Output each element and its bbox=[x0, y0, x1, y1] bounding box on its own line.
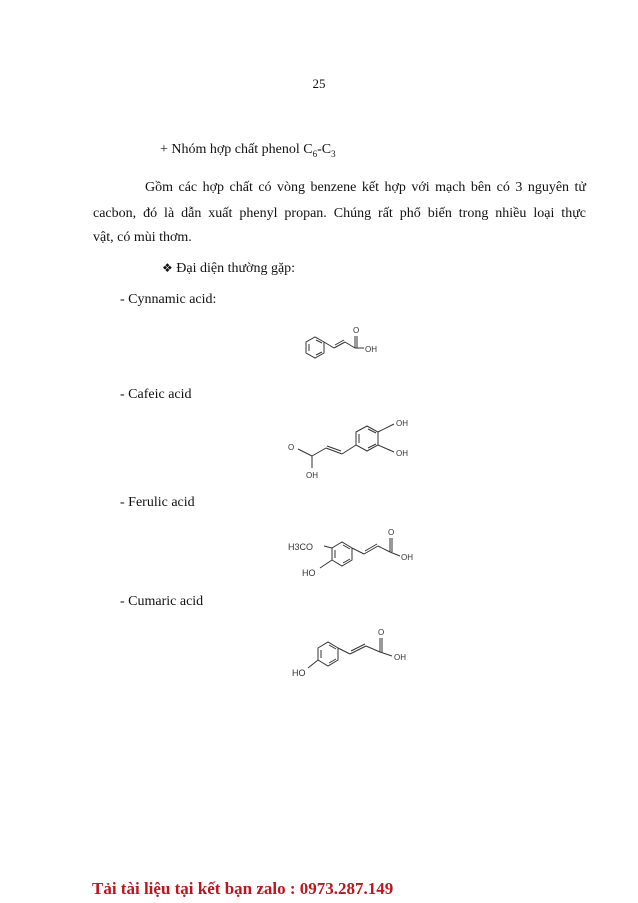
cafeic-oh-top-label: OH bbox=[396, 419, 408, 428]
cynnamic-o-label: O bbox=[353, 326, 360, 335]
cafeic-o-label: O bbox=[288, 443, 295, 452]
compound-name-cumaric: - Cumaric acid bbox=[120, 594, 204, 609]
ferulic-acid-structure bbox=[284, 526, 424, 584]
paragraph-line-2: cacbon, đó là dẫn xuất phenyl propan. Chúng rất phổ biến trong nhiều loại thực bbox=[93, 206, 586, 221]
cumaric-oh-label: OH bbox=[394, 653, 406, 662]
cynnamic-oh-label: OH bbox=[365, 345, 377, 354]
section-heading-text: + Nhóm hợp chất phenol C bbox=[160, 142, 313, 157]
diamond-bullet-icon: ❖ bbox=[162, 261, 173, 275]
compound-name-cafeic: - Cafeic acid bbox=[120, 387, 192, 402]
section-subscript-2: 3 bbox=[331, 148, 336, 159]
ferulic-oh-label: OH bbox=[401, 553, 413, 562]
cumaric-o-label: O bbox=[378, 628, 385, 637]
cafeic-acid-structure bbox=[282, 412, 412, 484]
cafeic-oh-bottom-label: OH bbox=[306, 471, 318, 480]
compound-name-ferulic: - Ferulic acid bbox=[120, 495, 195, 510]
section-subscript-1: 6 bbox=[312, 148, 318, 159]
cumaric-acid-structure bbox=[288, 626, 428, 684]
representatives-label: Đại diện thường gặp: bbox=[176, 261, 296, 276]
section-heading bbox=[160, 142, 336, 159]
ferulic-ho-label: HO bbox=[302, 568, 316, 578]
paragraph-line-3: vật, có mùi thơm. bbox=[93, 230, 192, 245]
representatives-heading bbox=[162, 261, 295, 277]
cumaric-ho-label: HO bbox=[292, 668, 306, 678]
paragraph-line-1: Gồm các hợp chất có vòng benzene kết hợp với mạch bên có 3 nguyên tử bbox=[145, 180, 586, 195]
cynnamic-acid-structure bbox=[296, 322, 396, 370]
ferulic-h3co-label: H3CO bbox=[288, 542, 314, 552]
footer-link[interactable]: Tải tài liệu tại kết bạn zalo : 0973.287.149 bbox=[92, 879, 394, 898]
cafeic-oh-right-label: OH bbox=[396, 449, 408, 458]
section-heading-dash: -C bbox=[317, 142, 332, 157]
page-number: 25 bbox=[312, 76, 326, 91]
compound-name-cynnamic: - Cynnamic acid: bbox=[120, 292, 217, 307]
ferulic-o-label: O bbox=[388, 528, 395, 537]
